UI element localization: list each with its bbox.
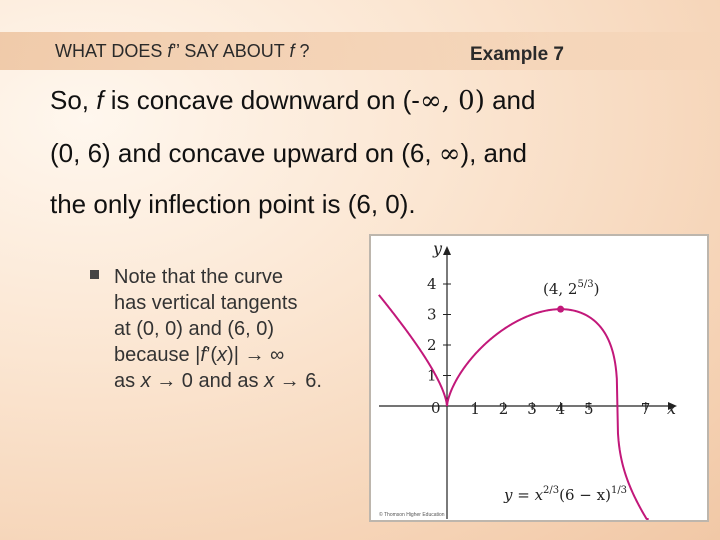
body-line-1: So, f is concave downward on (-∞, 0) and bbox=[50, 85, 536, 116]
body-line-3: the only inflection point is (6, 0). bbox=[50, 189, 416, 219]
x-tick-label: 4 bbox=[555, 400, 566, 418]
equation-label: $y = x^{2/3}(6 - x)^{1/3}$ bbox=[504, 485, 628, 504]
y-tick-label: 4 bbox=[427, 275, 437, 293]
x-tick-label: 2 bbox=[498, 400, 509, 418]
function-graph bbox=[369, 234, 709, 522]
copyright-credit: © Thomson Higher Education bbox=[379, 512, 445, 518]
y-tick-label: 1 bbox=[427, 366, 437, 385]
origin-label: 0 bbox=[431, 399, 441, 417]
y-tick-label: 3 bbox=[427, 305, 437, 324]
x-ticks bbox=[470, 400, 650, 418]
body-line-2: (0, 6) and concave upward on (6, ∞), and bbox=[50, 138, 527, 169]
x-tick-label: 7 bbox=[640, 400, 651, 418]
example-label: Example 7 bbox=[470, 44, 564, 65]
y-axis-arrow-icon bbox=[443, 246, 451, 255]
slide-title: WHAT DOES f’’ SAY ABOUT f ? bbox=[55, 41, 310, 61]
y-axis-label: y bbox=[433, 239, 443, 258]
bullet-square-icon bbox=[90, 270, 99, 279]
max-point bbox=[557, 306, 564, 313]
x-tick-label: 1 bbox=[470, 400, 480, 418]
graph-svg bbox=[371, 236, 711, 524]
x-tick-label: 3 bbox=[527, 400, 537, 418]
x-tick-label: 5 bbox=[584, 400, 594, 418]
note-text: Note that the curve has vertical tangents at (0, 0) and (6, 0) because |f’(x)| → ∞ as x → 0 and as x → 6. bbox=[114, 266, 322, 392]
max-point-label: (4, $2^{5/3}$) bbox=[543, 279, 600, 298]
x-axis-label: x bbox=[667, 399, 677, 418]
y-tick-label: 2 bbox=[427, 336, 437, 354]
